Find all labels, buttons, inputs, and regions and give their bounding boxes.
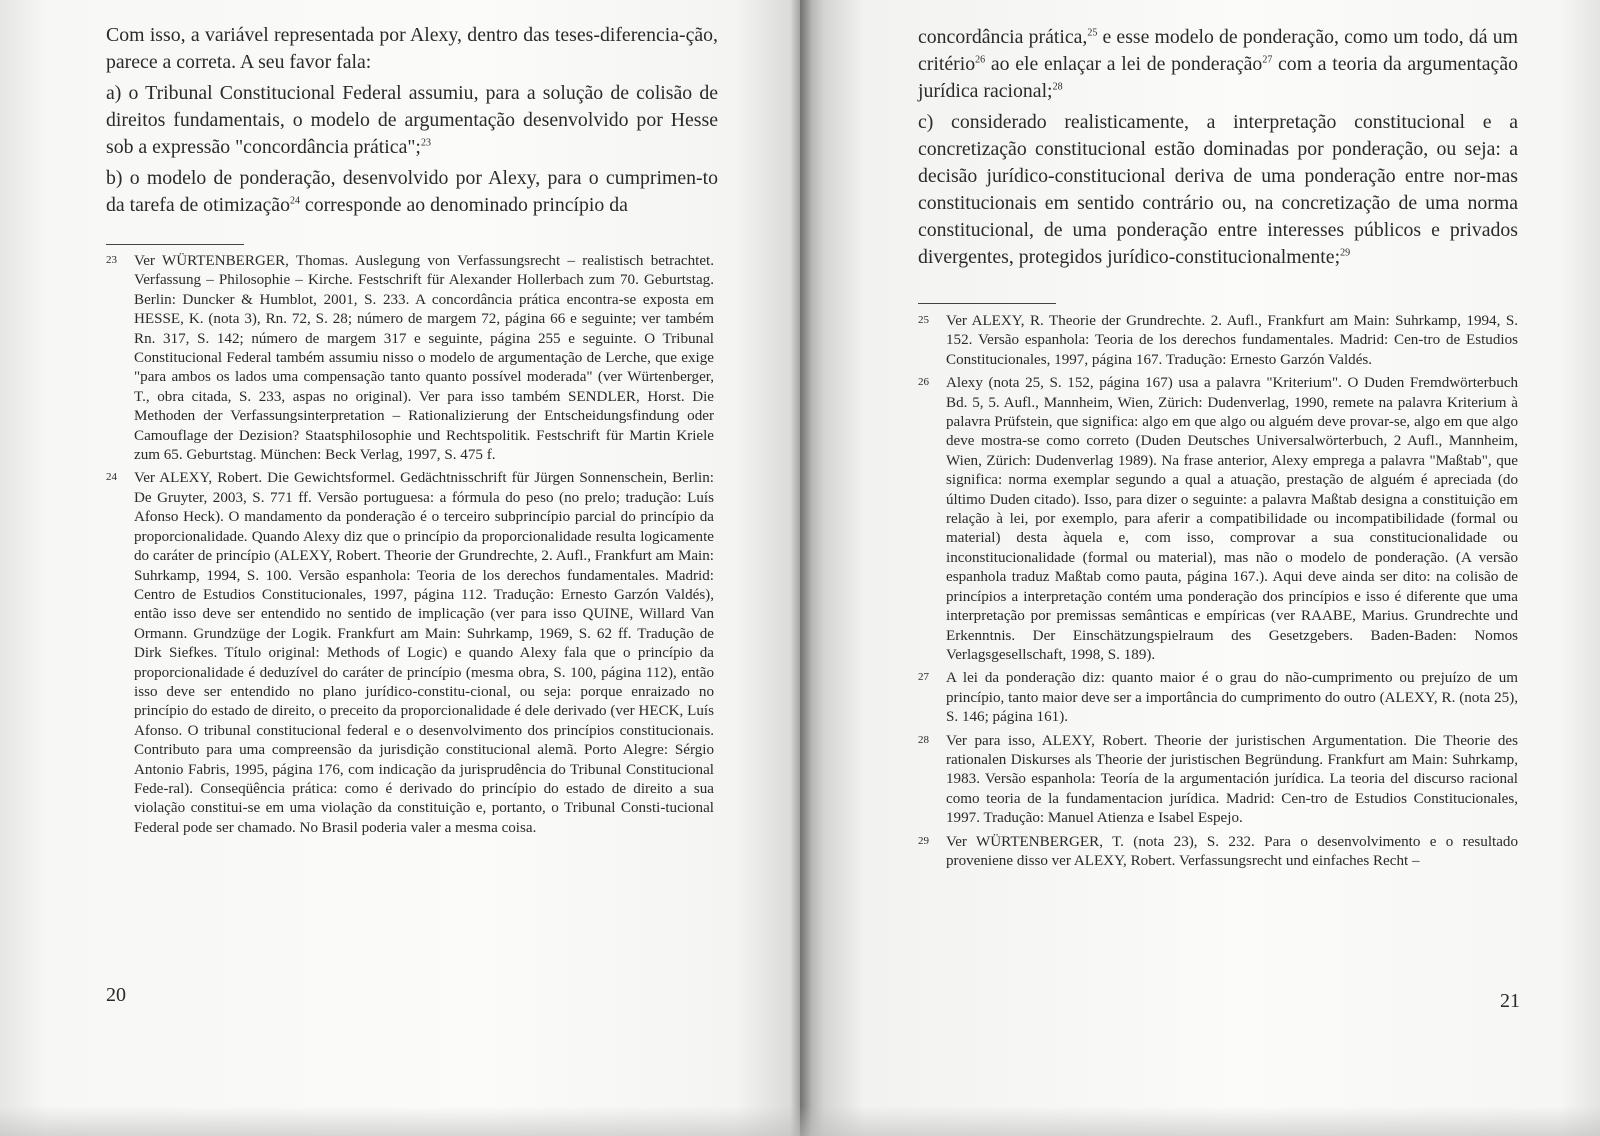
left-paragraph: a) o Tribunal Constitucional Federal assumiu, para a solução de colisão de direitos fundamentais, o modelo de argumentação desenvolvido por Hesse sob a expressão "concordância prática";$^{23}$ [106,82,718,158]
footnote-ref[interactable]: 28 [1052,81,1063,93]
footnote-text: Alexy (nota 25, S. 152, página 167) usa a palavra "Kriterium". O Duden Fremdwörterbuch Bd. 5, 5. Aufl., Mannheim, Wien, Zürich: Dudenverlag, 1990, remete na palavra Kriterium à palavra Prüfstein, que significa: algo em que algo ou alguém deve provar-se, algo em que algo deve mostra-se como correto (Duden Deutsches Universalwörterbuch, 2 Aufl., Mannheim, Wien, Zürich: Dudenverlag 1989). Na frase anterior, Alexy emprega a palavra "Maßtab", que significa: norma exemplar segundo a qual a atuação, prestação de alguém é apreciada (do último Duden citado). Isso, para dizer o seguinte: a palavra Maßtab designa a constituição em relação à lei, por exemplo, para aferir a compatibilidade ou incompatibilidade (formal ou material) desta àquela e, com isso, comprovar a sua constitucionalidade ou inconstitucionalidade (formal ou material), mas não o modelo de ponderação. (A versão espanhola traduz Maßtab como pauta, página 167.). Aqui deve ainda ser dito: na colisão de princípios a interpretação contém uma ponderação dos princípios e isso é diferente que uma interpretação por premissas semânticas e empíricas (ver RAABE, Marius. Grundrechte und Erkenntnis. Der Einschätzungspielraum des Gesetzgebers. Baden-Baden: Nomos Verlagsgesellschaft, 1998, S. 189). [946,375,1518,663]
footnote-text: Ver WÜRTENBERGER, T. (nota 23), S. 232. Para o desenvolvimento e o resultado proveniene disso ver ALEXY, Robert. Verfassungsrecht und einfaches Recht – [946,833,1518,869]
footnote [106,252,714,465]
footnote-number: 29 [918,834,929,847]
footnote-ref[interactable]: 27 [1262,54,1273,66]
footnote-text: A lei da ponderação diz: quanto maior é o grau do não-cumprimento ou prejuízo de um princípio, tanto maior deve ser a importância do cumprimento do outro (ALEXY, R. (nota 25), S. 146; página 161). [946,670,1518,726]
footnote [918,312,1518,370]
footnote-divider [918,303,1056,304]
footnote-number: 24 [106,471,117,484]
footnote [106,469,714,838]
footnote-text: Ver ALEXY, Robert. Die Gewichtsformel. Gedächtnisschrift für Jürgen Sonnenschein, Berlin: De Gruyter, 2003, S. 771 ff. Versão portuguesa: a fórmula do peso (no prelo; tradução: Luís Afonso Heck). O mandamento da ponderação é o terceiro subprincípio parcial do princípio da proporcionalidade. Quando Alexy diz que o princípio da proporcionalidade resulta logicamente do caráter de princípio (ALEXY, Robert. Theorie der Grundrechte, 2. Aufl., Frankfurt am Main: Suhrkamp, 1994, S. 100. Versão espanhola: Teoria de los derechos fundamentales. Madrid: Centro de Estudios Constitucionales, 1997, página 112. Tradução: Ernesto Garzón Valdés), então isso deve ser entendido no sentido de implicação (ver para isso QUINE, Willard Van Ormann. Grundzüge der Logik. Frankfurt am Main: Suhrkamp, 1969, S. 62 ff. Tradução de Dirk Siefkes. Título original: Methods of Logic) e quando Alexy fala que o princípio da proporcionalidade é deduzível do caráter de princípio (mesma obra, S. 100, página 112), então isso deve ser entendido no plano jurídico-constitu-cional, ou seja: porque enraizado no princípio do estado de direito, o preceito da proporcionalidade é dele derivado (ver HECK, Luís Afonso. O tribunal constitucional federal e o desenvolvimento dos princípios constitucionais. Contributo para uma compreensão da jurisdição constitucional alemã. Porto Alegre: Sérgio Antonio Fabris, 1995, página 176, com indicação da jurisprudência do Tribunal Constitucional Fede-ral). Conseqüência prática: como é derivado do princípio do estado de direito a sua violação constitui-se em uma violação da constituição e, portanto, o Tribunal Consti-tucional Federal pode ser chamado. No Brasil poderia valer a mesma coisa. [134,470,714,836]
left-body-text [106,22,718,223]
footnote-number: 25 [918,314,929,326]
footnote [918,833,1518,872]
right-body-text [918,24,1518,275]
footnote-divider [106,244,244,245]
page-number-left: 20 [106,984,126,1006]
right-page [800,0,1600,1136]
footnote-text: Ver ALEXY, R. Theorie der Grundrechte. 2. Aufl., Frankfurt am Main: Suhrkamp, 1994, S. 152. Versão espanhola: Teoria de los derechos fundamentales. Madrid: Cen-tro de Estudios Constitucionales, 1997, página 167. Tradução: Ernesto Garzón Valdés. [946,313,1518,368]
footnote [918,732,1518,829]
page-number-right: 21 [1500,990,1520,1012]
footnote-text: Ver WÜRTENBERGER, Thomas. Auslegung von Verfassungsrecht – realistisch betrachtet. Verfassung – Philosophie – Kirche. Festschrift für Alexander Hollerbach zum 70. Geburtstag. Berlin: Duncker & Humblot, 2001, S. 233. A concordância prática encontra-se exposta em HESSE, K. (nota 3), Rn. 72, S. 28; número de margem 72, página 66 e seguinte; ver também Rn. 317, S. 142; número de margem 317 e seguinte, página 255 e seguinte. O Tribunal Constitucional Federal também assumiu nisso o modelo de argumentação de Lerche, que exige "para ambos os lados uma compensação tanto quanto possível moderada" (ver Würtenberger, T., obra citada, S. 233, aspas no original). Ver para isso também SENDLER, Horst. Die Methoden der Verfassungsinterpretation – Rationalizierung der Entscheidungsfindung oder Camouflage der Dezision? Staatsphilosophie und Rechtspolitik. Festschrift für Martin Kriele zum 65. Geburtstag. München: Beck Verlag, 1997, S. 475 f. [134,253,714,464]
footnote-ref[interactable]: 23 [420,137,431,149]
right-paragraph: c) considerado realisticamente, a interpretação constitucional e a concretização constitucional estão dominadas por ponderação, ou seja: a decisão jurídico-constitucional deriva de uma ponderação entre nor-mas constitucionais em sentido contrário ou, na concretização de uma norma constitucional, de uma ponderação entre interesses públicos e privados divergentes, protegidos jurídico-constitucionalmente;$^{29}$ [918,111,1518,268]
left-paragraph: b) o modelo de ponderação, desenvolvido por Alexy, para o cumprimen-to da tarefa de otimização$^{24}$ corresponde ao denominado princípio da [106,167,718,216]
footnote-number: 27 [918,671,929,684]
footnote-number: 26 [918,376,929,389]
footnote [918,669,1518,727]
right-paragraph: concordância prática,$^{25}$ e esse modelo de ponderação, como um todo, dá um critério$^{26}$ ao ele enlaçar a lei de ponderação$^{27}$ com a teoria da argumentação jurídica racional;$^{28}$ [918,26,1518,102]
book-gutter-shadow [790,0,812,1136]
footnote-number: 28 [918,733,929,746]
footnote-number: 23 [106,254,117,266]
left-paragraph: Com isso, a variável representada por Alexy, dentro das teses-diferencia-ção, parece a correta. A seu favor fala: [106,24,718,73]
footnote-ref[interactable]: 29 [1340,247,1351,259]
footnote-ref[interactable]: 26 [975,54,986,66]
footnote-ref[interactable]: 25 [1087,27,1098,39]
right-footnotes [918,312,1518,875]
left-footnotes [106,252,714,842]
bottom-edge-shadow [0,1106,1600,1136]
footnote-text: Ver para isso, ALEXY, Robert. Theorie der juristischen Argumentation. Die Theorie des rationalen Diskurses als Theorie der juristischen Begründung. Frankfurt am Main: Suhrkamp, 1983. Versão espanhola: Teoría de la argumentación jurídica. La teoria del discurso racional como teoria de la fundamentacion jurídica. Madrid: Cen-tro de Estudios Constitucionales, 1997. Tradução: Manuel Atienza e Isabel Espejo. [946,732,1518,827]
footnote-ref[interactable]: 24 [289,195,300,207]
footnote [918,374,1518,665]
